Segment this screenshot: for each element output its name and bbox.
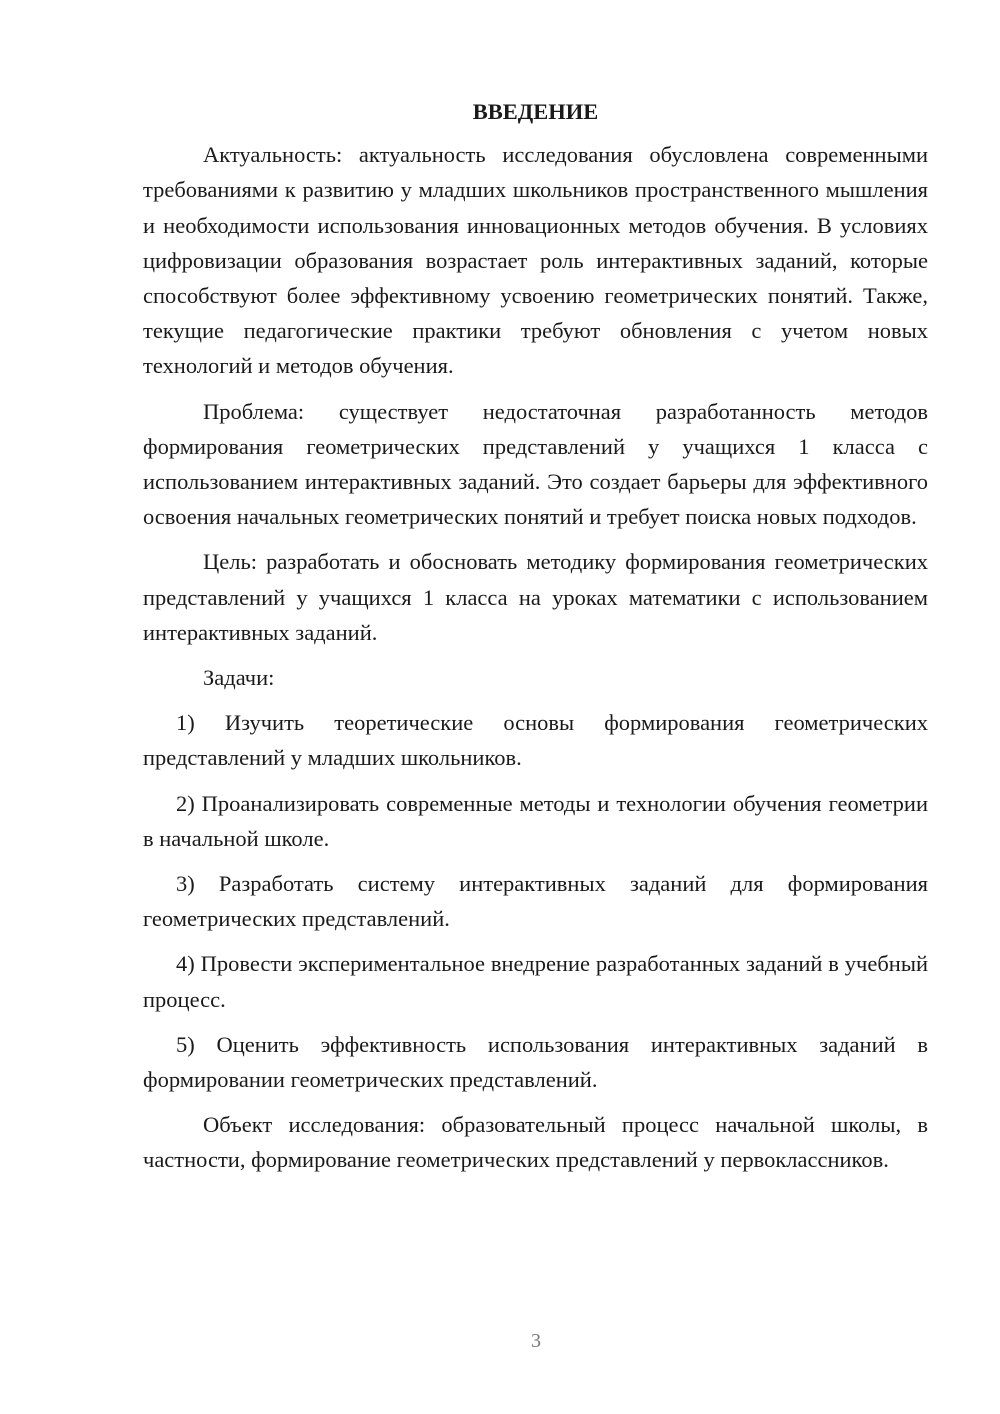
task-item-3: 3) Разработать систему интерактивных заданий для формирования геометрических представлений. xyxy=(143,871,928,932)
paragraph-goal: Цель: разработать и обосновать методику формирования геометрических представлений у учащихся 1 класса на уроках математики с использованием интерактивных заданий. xyxy=(143,549,928,645)
paragraph-problem: Проблема: существует недостаточная разработанность методов формирования геометрических представлений у учащихся 1 класса с использованием интерактивных заданий. Это создает барьеры для эффективного освоения начальных геометрических понятий и требует поиска новых подходов. xyxy=(143,398,928,530)
page-title: ВВЕДЕНИЕ xyxy=(472,99,599,124)
page-number: 3 xyxy=(531,1330,541,1352)
tasks-heading: Задачи: xyxy=(203,665,275,691)
paragraph-object: Объект исследования: образовательный процесс начальной школы, в частности, формирование геометрических представлений у первоклассников. xyxy=(143,1112,928,1173)
page-body xyxy=(143,94,928,1178)
task-item-5: 5) Оценить эффективность использования интерактивных заданий в формировании геометрических представлений. xyxy=(143,1031,928,1093)
task-item-2: 2) Проанализировать современные методы и технологии обучения геометрии в начальной школе. xyxy=(143,790,928,851)
task-item-4: 4) Провести экспериментальное внедрение разработанных заданий в учебный процесс. xyxy=(143,951,928,1012)
paragraph-relevance: Актуальность: актуальность исследования обусловлена современными требованиями к развитию у младших школьников пространственного мышления и необходимости использования инновационных методов обучения. В условиях цифровизации образования возрастает роль интерактивных заданий, которые способствуют более эффективному усвоению геометрических понятий. Также, текущие педагогические практики требуют обновления с учетом новых технологий и методов обучения. xyxy=(143,142,928,379)
task-item-1: 1) Изучить теоретические основы формирования геометрических представлений у младших школьников. xyxy=(143,710,928,771)
